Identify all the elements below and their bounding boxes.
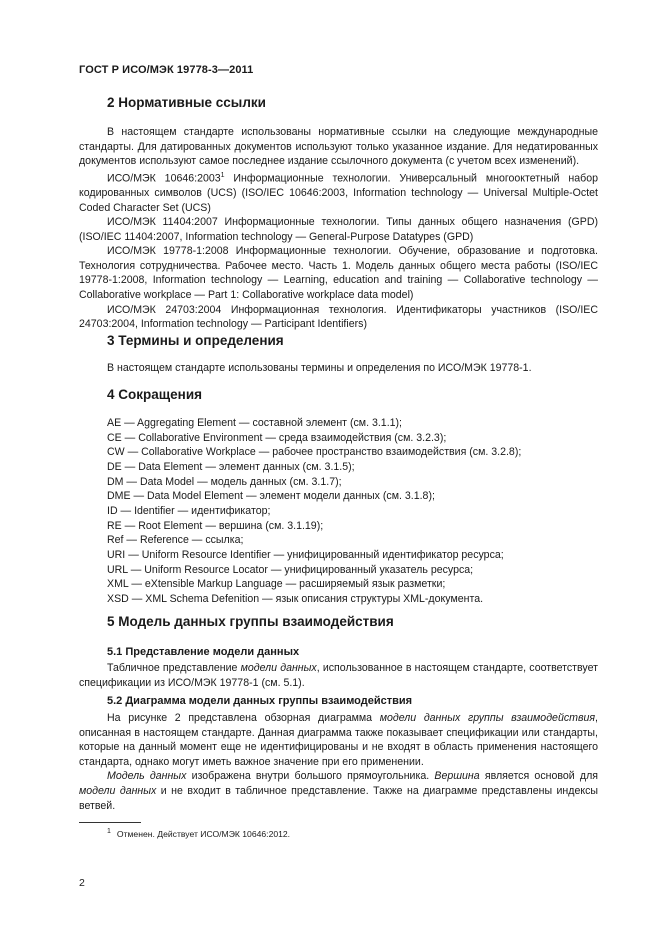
- emphasis-term: Модель данных: [107, 770, 187, 783]
- footnote: [107, 828, 290, 839]
- section-3-heading: 3 Термины и определения: [107, 333, 284, 348]
- section-2-intro: В настоящем стандарте использованы нормативные ссылки на следующие международные стандарты. Для датированных документов используют только указанное издание. Для недатированных документов используют самое последнее издание ссылочного документа (с учетом всех изменений).: [79, 126, 598, 168]
- document-header: ГОСТ Р ИСО/МЭК 19778-3—2011: [79, 64, 254, 76]
- abbreviation-item: URL — Uniform Resource Locator — унифицированный указатель ресурса;: [107, 563, 474, 576]
- text-run: , использованное в настоящем стандарте, соответствует спецификации из ИСО/МЭК 19778-1 (см. 5.1).: [79, 662, 599, 689]
- reference-iso-10646: [79, 169, 598, 215]
- abbreviations-list: [107, 416, 587, 607]
- emphasis-term: модели данных группы взаимодействия: [379, 712, 596, 724]
- abbreviation-item: XSD — XML Schema Defenition — язык описания структуры XML-документа.: [107, 592, 484, 605]
- abbreviation-item: CE — Collaborative Environment — среда взаимодействия (см. 3.2.3);: [107, 431, 447, 444]
- text-run: , описанная в настоящем стандарте. Данная диаграмма также показывает спецификации или стандарты, которые на данный момент еще не идентифицированы и не входят в область применения настоящего стандарта, однако могут иметь важное значение при его применении.: [79, 712, 598, 768]
- text-run: изображена внутри большого прямоугольника.: [186, 770, 435, 783]
- emphasis-term: Вершина: [434, 770, 480, 783]
- section-3-body: [79, 361, 598, 376]
- abbreviation-item: ID — Identifier — идентификатор;: [107, 504, 271, 517]
- footnote-marker: 1: [220, 171, 225, 179]
- page-number: 2: [79, 877, 85, 889]
- abbreviation-item: DME — Data Model Element — элемент модели данных (см. 3.1.8);: [107, 490, 435, 503]
- abbreviation-item: Ref — Reference — ссылка;: [107, 534, 244, 547]
- footnote-mark: 1: [107, 828, 111, 835]
- emphasis-term: модели данных: [240, 662, 317, 674]
- subsection-5-1-text: [79, 661, 598, 690]
- footnote-text: Отменен. Действует ИСО/МЭК 10646:2012.: [116, 828, 291, 839]
- section-2-body: [79, 125, 598, 332]
- abbreviation-item: CW — Collaborative Workplace — рабочее пространство взаимодействия (см. 3.2.8);: [107, 446, 522, 459]
- abbreviation-item: RE — Root Element — вершина (см. 3.1.19);: [107, 519, 324, 532]
- subsection-5-2-body: [79, 711, 598, 813]
- reference-iso-24703: ИСО/МЭК 24703:2004 Информационная технология. Идентификаторы участников (ISO/IEC 24703:2004, Information technology — Participant Identifiers): [79, 303, 598, 331]
- section-2-heading: 2 Нормативные ссылки: [107, 95, 266, 110]
- abbreviation-item: URI — Uniform Resource Identifier — унифицированный идентификатор ресурса;: [107, 548, 504, 561]
- section-3-text: В настоящем стандарте использованы термины и определения по ИСО/МЭК 19778-1.: [107, 362, 532, 374]
- text-run: На рисунке 2 представлена обзорная диаграмма: [107, 712, 380, 724]
- abbreviation-item: DM — Data Model — модель данных (см. 3.1.7);: [107, 475, 342, 488]
- subsection-5-1-body: [79, 661, 598, 690]
- subsection-5-2-para-1: [79, 711, 598, 769]
- reference-iso-19778-1: ИСО/МЭК 19778-1:2008 Информационные технологии. Обучение, образование и подготовка. Технология сотрудничества. Рабочее место. Часть 1. Модель данных общего места работы (ISO/IEC 19778-1:2008, Information technology — Learning, education and training — Collaborative technology — Collaborative workplace — Part 1: Collaborative workplace data model): [79, 245, 598, 302]
- section-5-heading: 5 Модель данных группы взаимодействия: [107, 614, 394, 629]
- text-run: является основой для: [479, 770, 598, 783]
- text-run: и не входит в табличное представление. Также на диаграмме представлены индексы ветвей.: [79, 784, 599, 812]
- abbreviation-item: AE — Aggregating Element — составной элемент (см. 3.1.1);: [107, 417, 403, 429]
- section-4-heading: 4 Сокращения: [107, 387, 202, 402]
- text-run: Табличное представление: [107, 662, 241, 674]
- subsection-5-1-heading: 5.1 Представление модели данных: [107, 646, 300, 658]
- abbreviation-item: XML — eXtensible Markup Language — расширяемый язык разметки;: [107, 578, 446, 591]
- footnote-divider: [79, 822, 141, 823]
- reference-text: Информационные технологии. Универсальный многооктетный набор кодированных символов (UCS) (ISO/IEC 10646:2003, Information technology — Universal Multiple-Octet Coded Character Set (UCS): [79, 172, 598, 214]
- subsection-5-2-para-2: [79, 769, 598, 813]
- abbreviation-item: DE — Data Element — элемент данных (см. 3.1.5);: [107, 460, 355, 473]
- reference-iso-11404: ИСО/МЭК 11404:2007 Информационные технологии. Типы данных общего назначения (GPD) (ISO/IEC 11404:2007, Information technology — General-Purpose Datatypes (GPD): [79, 216, 598, 243]
- emphasis-term: модели данных: [79, 784, 157, 797]
- reference-code: ИСО/МЭК 10646:2003: [107, 172, 221, 185]
- subsection-5-2-heading: 5.2 Диаграмма модели данных группы взаимодействия: [107, 695, 413, 707]
